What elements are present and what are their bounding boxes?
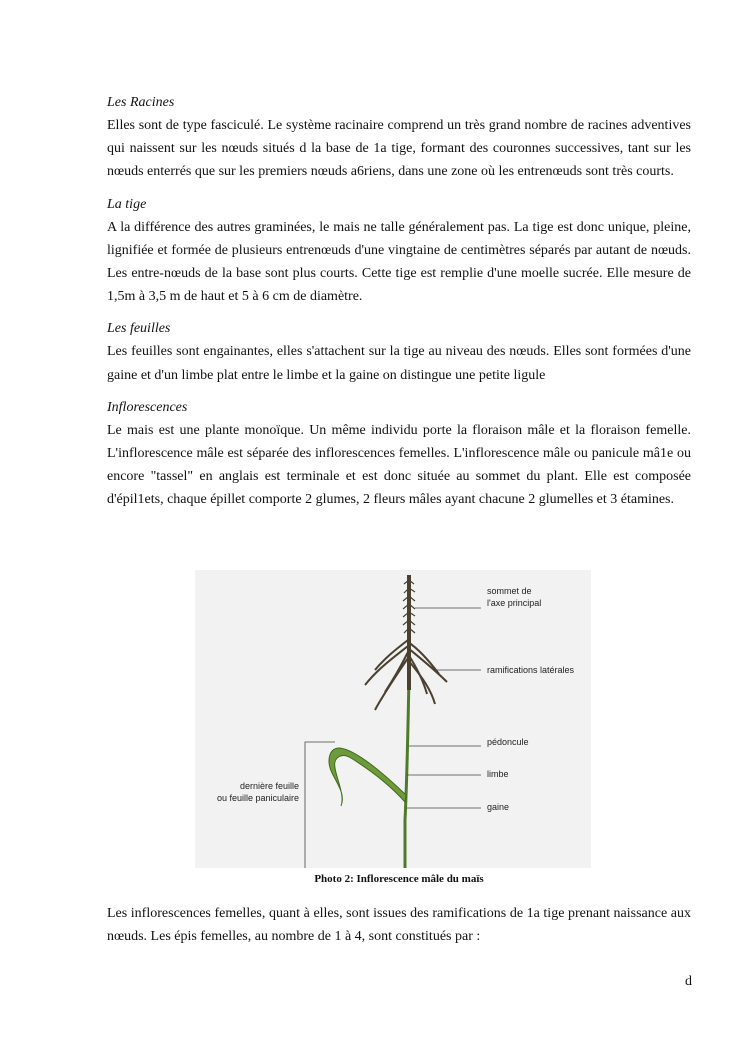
section-heading: Les feuilles <box>107 321 171 337</box>
section-text: Elles sont de type fasciculé. Le système racinaire comprend un très grand nombre de racines adventives qui naissent sur les nœuds situés d la base de 1a tige, formant des couronnes successives, tant sur les nœuds enterrés que sur les premiers nœuds a6riens, dans une zone où les entrenœuds sont très courts. <box>107 118 691 180</box>
page-number: d <box>685 974 692 989</box>
section-inflorescences <box>107 397 691 512</box>
label-pedoncule: pédoncule <box>487 737 529 747</box>
lateral-branches <box>365 640 447 710</box>
figure-caption: Photo 2: Inflorescence mâle du maïs <box>314 873 484 885</box>
section-heading: Les Racines <box>107 95 175 110</box>
label-limbe: limbe <box>487 769 509 779</box>
final-paragraph: Les inflorescences femelles, quant à elles, sont issues des ramifications de 1a tige prenant naissance aux nœuds. Les épis femelles, au nombre de 1 à 4, sont constitués par : <box>107 906 691 945</box>
maize-tassel-figure <box>195 570 591 868</box>
maize-tassel-illustration <box>195 570 591 868</box>
section-heading: La tige <box>107 196 147 212</box>
section-tige <box>107 194 691 309</box>
section-text: A la différence des autres graminées, le mais ne talle généralement pas. La tige est donc unique, pleine, lignifiée et formée de plusieurs entrenœuds d'une vingtaine de centimètres séparés par autant de nœuds. Les entre-nœuds de la base sont plus courts. Cette tige est remplie d'une moelle sucrée. Elle mesure de 1,5m à 3,5 m de haut et 5 à 6 cm de diamètre. <box>107 219 691 305</box>
label-sommet-1: sommet de <box>487 586 532 596</box>
document-body <box>107 92 691 522</box>
label-derniere-2: ou feuille paniculaire <box>216 793 299 803</box>
label-derniere-1: dernière feuille <box>239 781 299 791</box>
label-ramifications: ramifications latérales <box>487 665 575 675</box>
label-gaine: gaine <box>487 802 510 812</box>
label-leaders <box>305 608 481 868</box>
section-text: Les feuilles sont engainantes, elles s'attachent sur la tige au niveau des nœuds. Elles sont formées d'une gaine et d'un limbe plat entre le limbe et la gaine on distingue une petite ligule <box>107 344 691 383</box>
last-leaf <box>329 748 406 806</box>
stem <box>405 675 409 868</box>
section-text: Le mais est une plante monoïque. Un même individu porte la floraison mâle et la floraison femelle. L'inflorescence mâle est séparée des inflorescences femelles. L'inflorescence mâle ou panicule mâ1e ou encore "tassel" en anglais est terminale et est donc située au sommet du plant. Elle est composée d'épil1ets, chaque épillet comporte 2 glumes, 2 fleurs mâles ayant chacune 2 glumelles et 3 étamines. <box>107 422 691 508</box>
section-feuilles <box>107 318 691 386</box>
section-heading: Inflorescences <box>107 399 188 415</box>
section-racines <box>107 92 691 184</box>
label-sommet-2: l'axe principal <box>487 598 542 608</box>
